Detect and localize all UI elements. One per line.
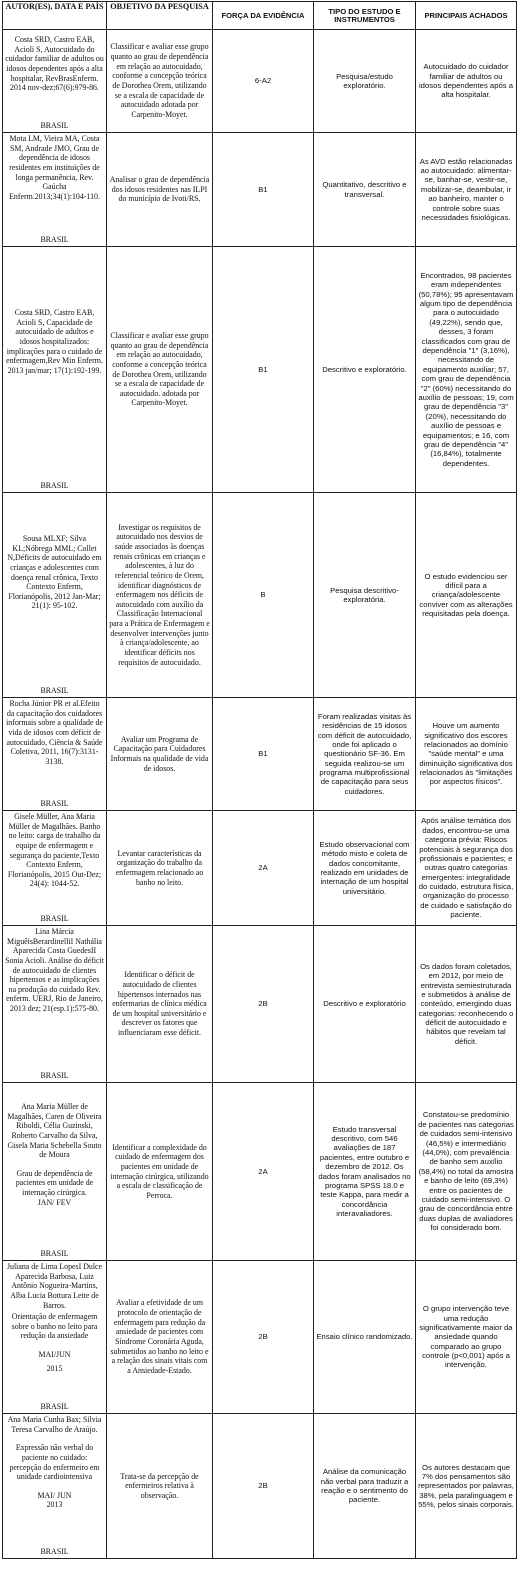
cell-forca: 6-A2 bbox=[213, 30, 314, 133]
date-text: MAI/ JUN bbox=[37, 1490, 72, 1500]
table-row bbox=[3, 1261, 517, 1414]
header-row bbox=[3, 2, 517, 30]
country-text: BRASIL bbox=[40, 481, 69, 491]
authors-text: Costa SRD, Castro EAB, Acioli S, Capacidade de autocuidado de adultos e idosos hospitalizados: implicações para o cuidado de enfermagem,Rev Min Enferm. 2013 jan/mar; 17(1):192-199. bbox=[6, 308, 103, 375]
cell-autores bbox=[3, 247, 107, 493]
cell-tipo: Ensaio clínico randomizado. bbox=[314, 1261, 416, 1414]
cell-tipo: Descritivo e exploratório bbox=[314, 926, 416, 1083]
table-row bbox=[3, 698, 517, 811]
cell-autores bbox=[3, 30, 107, 133]
cell-autores bbox=[3, 926, 107, 1083]
evidence-table bbox=[2, 1, 517, 1559]
cell-achados: Autocuidado do cuidador familiar de adultos ou idosos dependentes após a alta hospitalar. bbox=[416, 30, 517, 133]
table-row bbox=[3, 493, 517, 698]
cell-tipo: Foram realizadas visitas às residências de 15 idosos com déficit de autocuidado, onde foi aplicado o questionário SF-36. Em seguida realizou-se um programa multiprofissional de capacitação para seus cuidadores. bbox=[314, 698, 416, 811]
cell-forca: B1 bbox=[213, 698, 314, 811]
country-text: BRASIL bbox=[40, 799, 69, 809]
authors-text: Sousa MLXF; Silva KL;Nóbrega MML; Collet N,Déficits de autocuidado em crianças e adolescentes com doença renal crônica, Texto Contexto Enferm, Florianópolis, 2012 Jan-Mar; 21(1): 95-102. bbox=[7, 534, 102, 611]
cell-objetivo: Avaliar um Programa de Capacitação para Cuidadores Informais na qualidade de vida de idosos. bbox=[107, 698, 213, 811]
cell-tipo: Análise da comunicação não verbal para traduzir a reação e o sentimento do paciente. bbox=[314, 1414, 416, 1559]
cell-objetivo: Classificar e avaliar esse grupo quanto ao grau de dependência em relação ao autocuidado, conforme a concepção teórica de Dorothea Orem, utilizando se a escala de capacidade de autocuidado. adotada por Carpenito-Moyet. bbox=[107, 247, 213, 493]
cell-tipo: Quantitativo, descritivo e transversal. bbox=[314, 133, 416, 247]
table-row bbox=[3, 1083, 517, 1261]
cell-objetivo: Investigar os requisitos de autocuidado nos desvios de saúde associados às doenças renais crônicas em crianças e adolescentes, à luz do referencial teórico de Orem, identificar diagnósticos de enfermagem nos déficits de autocuidado com auxílio da Classificação Internacional para a Prática de Enfermagem e desenvolver intervenções junto à criança/adolescente, ao identificar déficits nos requisitos de autocuidado. bbox=[107, 493, 213, 698]
cell-tipo: Pesquisa/estudo exploratório. bbox=[314, 30, 416, 133]
country-text: BRASIL bbox=[40, 1249, 69, 1259]
cell-achados: Após análise temática dos dados, encontrou-se uma categoria prévia: Riscos potenciais à segurança dos profissionais e pacientes; e outras quatro categorias emergentes: integralidade do cuidado, estrutura física, organização do processo de cuidado e satisfação do paciente. bbox=[416, 811, 517, 926]
authors-text: Ana Maria Cunha Bax; Silvia Teresa Carvalho de Araújo. bbox=[7, 1415, 102, 1434]
cell-achados: O estudo evidenciou ser difícil para a criança/adolescente conviver com as alterações requisitadas pela doença. bbox=[416, 493, 517, 698]
year-text: 2015 bbox=[46, 1363, 63, 1373]
cell-objetivo: Classificar e avaliar esse grupo quanto ao grau de dependência em relação ao autocuidado, conforme a concepção teórica de Dorothea Orem, utilizando se a escala de capacidade de autocuidado adotada por Carpenito-Moyet. bbox=[107, 30, 213, 133]
cell-forca: B1 bbox=[213, 247, 314, 493]
cell-achados: Os autores destacam que 7% dos pensamentos são representados por palavras, 38%, pela paralinguagem e 55%, pelos sinais corporais. bbox=[416, 1414, 517, 1559]
cell-objetivo: Analisar o grau de dependência dos idosos residentes nas ILPI do município de Ivoti/RS. bbox=[107, 133, 213, 247]
cell-forca: 2A bbox=[213, 1083, 314, 1261]
cell-tipo: Estudo transversal descritivo, com 546 avaliações de 187 pacientes, entre outubro e dezembro de 2012. Os dados foram analisados no programa SPSS 18.0 e teste Kappa, para medir a concordância interavaliadores. bbox=[314, 1083, 416, 1261]
table-row bbox=[3, 811, 517, 926]
cell-objetivo: Avaliar a efetividade de um protocolo de orientação de enfermagem para redução da ansiedade de pacientes com Síndrome Coronária Aguda, submetidos ao banho no leito e a relação dos sinais vitais com a Ansiedade-Estado. bbox=[107, 1261, 213, 1414]
cell-achados: As AVD estão relacionadas ao autocuidado: alimentar-se, banhar-se, vestir-se, mobilizar-se, deambular, ir ao banheiro, manter o controle sobre suas necessidades fisiológicas. bbox=[416, 133, 517, 247]
col-header-objetivo: OBJETIVO DA PESQUISA bbox=[107, 2, 213, 30]
col-header-autores: AUTOR(ES), DATA E PAÍS bbox=[3, 2, 107, 30]
cell-achados: Encontrados, 98 pacientes eram independentes (50,78%); 95 apresentavam algum tipo de dependência para o autocuidado (49,22%), sendo que, desses, 3 foram classificados com grau de dependência "1" (3,16%), necessitando de equipamento auxiliar; 57, com grau de dependência "2" (60%) necessitando do auxílio de pessoas; 19, com grau de dependência "3" (20%), necessitando do auxílio de pessoas e equipamentos; e 16, com grau de dependência "4" (16,84%), totalmente dependentes. bbox=[416, 247, 517, 493]
cell-objetivo: Trata-se da percepção de enfermeiros relativa à observação. bbox=[107, 1414, 213, 1559]
country-text: BRASIL bbox=[40, 686, 69, 696]
cell-forca: 2B bbox=[213, 1261, 314, 1414]
cell-tipo: Pesquisa descritivo-exploratória. bbox=[314, 493, 416, 698]
article-title-text: Grau de dependência de pacientes em unidade de internação cirúrgica. bbox=[15, 1168, 94, 1198]
cell-objetivo: Identificar o déficit de autocuidado de clientes hipertensos internados nas enfermarias de clínica médica de um hospital universitário e descrever os fatores que influenciaram esse déficit. bbox=[107, 926, 213, 1083]
cell-tipo: Descritivo e exploratório. bbox=[314, 247, 416, 493]
country-text: BRASIL bbox=[40, 1402, 69, 1412]
country-text: BRASIL bbox=[40, 1547, 69, 1557]
cell-autores bbox=[3, 1414, 107, 1559]
table-row bbox=[3, 247, 517, 493]
col-header-tipo: TIPO DO ESTUDO E INSTRUMENTOS bbox=[314, 2, 416, 30]
table-row bbox=[3, 926, 517, 1083]
authors-text: Juliana de Lima LopesI Dulce Aparecida Barbosa, Luiz Antônio Nogueira-Martins, Alba Lucia Bottura Leite de Barros. bbox=[6, 1262, 103, 1310]
col-header-achados: PRINCIPAIS ACHADOS bbox=[416, 2, 517, 30]
authors-text: Gisele Müller, Ana Maria Müller de Magalhães. Banho no leito: carga de trabalho da equipe de enfermagem e segurança do paciente,Texto Contexto Enferm, Florianópolis, 2015 Out-Dez; 24(4): 1044-52. bbox=[7, 812, 102, 889]
authors-text: Costa SRD, Castro EAB, Acioli S, Autocuidado do cuidador familiar de adultos ou idosos dependentes após a alta hospitalar, RevBrasEnferm. 2014 nov-dez;67(6):979-86. bbox=[5, 35, 104, 93]
authors-text: Mota LM, Vieira MA, Costa SM, Andrade JMO, Grau de dependência de idosos residentes em instituições de longa permanência, Rev. Gaúcha Enferm.2013;34(1):104-110. bbox=[9, 134, 100, 201]
authors-text: Rocha Júnior PR et al.Efeito da capacitação dos cuidadores informais sobre a qualidade de vida de idosos com déficit de autocuidado, Ciência & Saúde Coletiva, 2011, 16(7):3131-3138. bbox=[6, 699, 103, 766]
cell-autores bbox=[3, 1083, 107, 1261]
cell-forca: B bbox=[213, 493, 314, 698]
cell-achados: Os dados foram coletados, em 2012, por meio de entrevista semiestruturada e submetidos à análise de conteúdo, emergindo duas categorias: reconhecendo o déficit de autocuidado e hábitos que revelam tal déficit. bbox=[416, 926, 517, 1083]
col-header-forca: FORÇA DA EVIDÊNCIA bbox=[213, 2, 314, 30]
cell-autores bbox=[3, 1261, 107, 1414]
cell-autores bbox=[3, 811, 107, 926]
cell-forca: 2B bbox=[213, 1414, 314, 1559]
cell-autores bbox=[3, 698, 107, 811]
cell-achados: Constatou-se predomínio de pacientes nas categorias de cuidados semi-intensivo (46,5%) e intermediário (44,0%), com prevalência de banho sem auxílio (58,4%) no total da amostra e banho de leito (69,3%) entre os pacientes de cuidado semi-intensivo. O grau de concordância entre duas duplas de avaliadores foi considerado bom. bbox=[416, 1083, 517, 1261]
article-title-text: Orientação de enfermagem sobre o banho no leito para redução da ansiedade bbox=[11, 1312, 98, 1341]
authors-text: Ana Maria Müller de Magalhães, Caren de Oliveira Riboldi, Célia Guzinski, Roberto Carvalho da Silva, Gisela Maria Schebella Souto de Moura bbox=[7, 1102, 102, 1160]
cell-autores bbox=[3, 133, 107, 247]
cell-achados: Houve um aumento significativo dos escores relacionados ao domínio "saúde mental" e uma diminuição significativa dos relacionados às "limitações por aspectos físicos". bbox=[416, 698, 517, 811]
article-title-text: Expressão não verbal do paciente no cuidado: percepção do enfermeiro em unidade cardiointensiva bbox=[9, 1443, 100, 1482]
table-row bbox=[3, 30, 517, 133]
year-text: 2013 bbox=[46, 1500, 63, 1510]
cell-achados: O grupo intervenção teve uma redução significativamente maior da ansiedade quando comparado ao grupo controle (p<0,001) após a intervenção. bbox=[416, 1261, 517, 1414]
country-text: BRASIL bbox=[40, 235, 69, 245]
country-text: BRASIL bbox=[40, 121, 69, 131]
table-row bbox=[3, 1414, 517, 1559]
cell-objetivo: Identificar a complexidade do cuidado de enfermagem dos pacientes em unidade de internação cirúrgica, utilizando a escala de classificação de Perroca. bbox=[107, 1083, 213, 1261]
country-text: BRASIL bbox=[40, 914, 69, 924]
date-text: JAN/ FEV bbox=[37, 1197, 72, 1207]
cell-autores bbox=[3, 493, 107, 698]
cell-forca: 2A bbox=[213, 811, 314, 926]
country-text: BRASIL bbox=[40, 1071, 69, 1081]
cell-forca: 2B bbox=[213, 926, 314, 1083]
table-row bbox=[3, 133, 517, 247]
cell-forca: B1 bbox=[213, 133, 314, 247]
authors-text: Lina Márcia MiguêisBerardinelliI Nathália Aparecida Costa GuedesII Sonia Acioli. Análise do déficit de autocuidado de clientes hipertensos e as implicações na produção do cuidado Rev. enferm. UERJ, Rio de Janeiro, 2013 dez; 21(esp.1):575-80. bbox=[5, 927, 104, 1014]
cell-objetivo: Levantar características da organização do trabalho da enfermagem relacionado ao banho no leito. bbox=[107, 811, 213, 926]
cell-tipo: Estudo observacional com método misto e coleta de dados concomitante, realizado em unidades de internação de um hospital universitário. bbox=[314, 811, 416, 926]
date-text: MAI/JUN bbox=[38, 1350, 71, 1360]
